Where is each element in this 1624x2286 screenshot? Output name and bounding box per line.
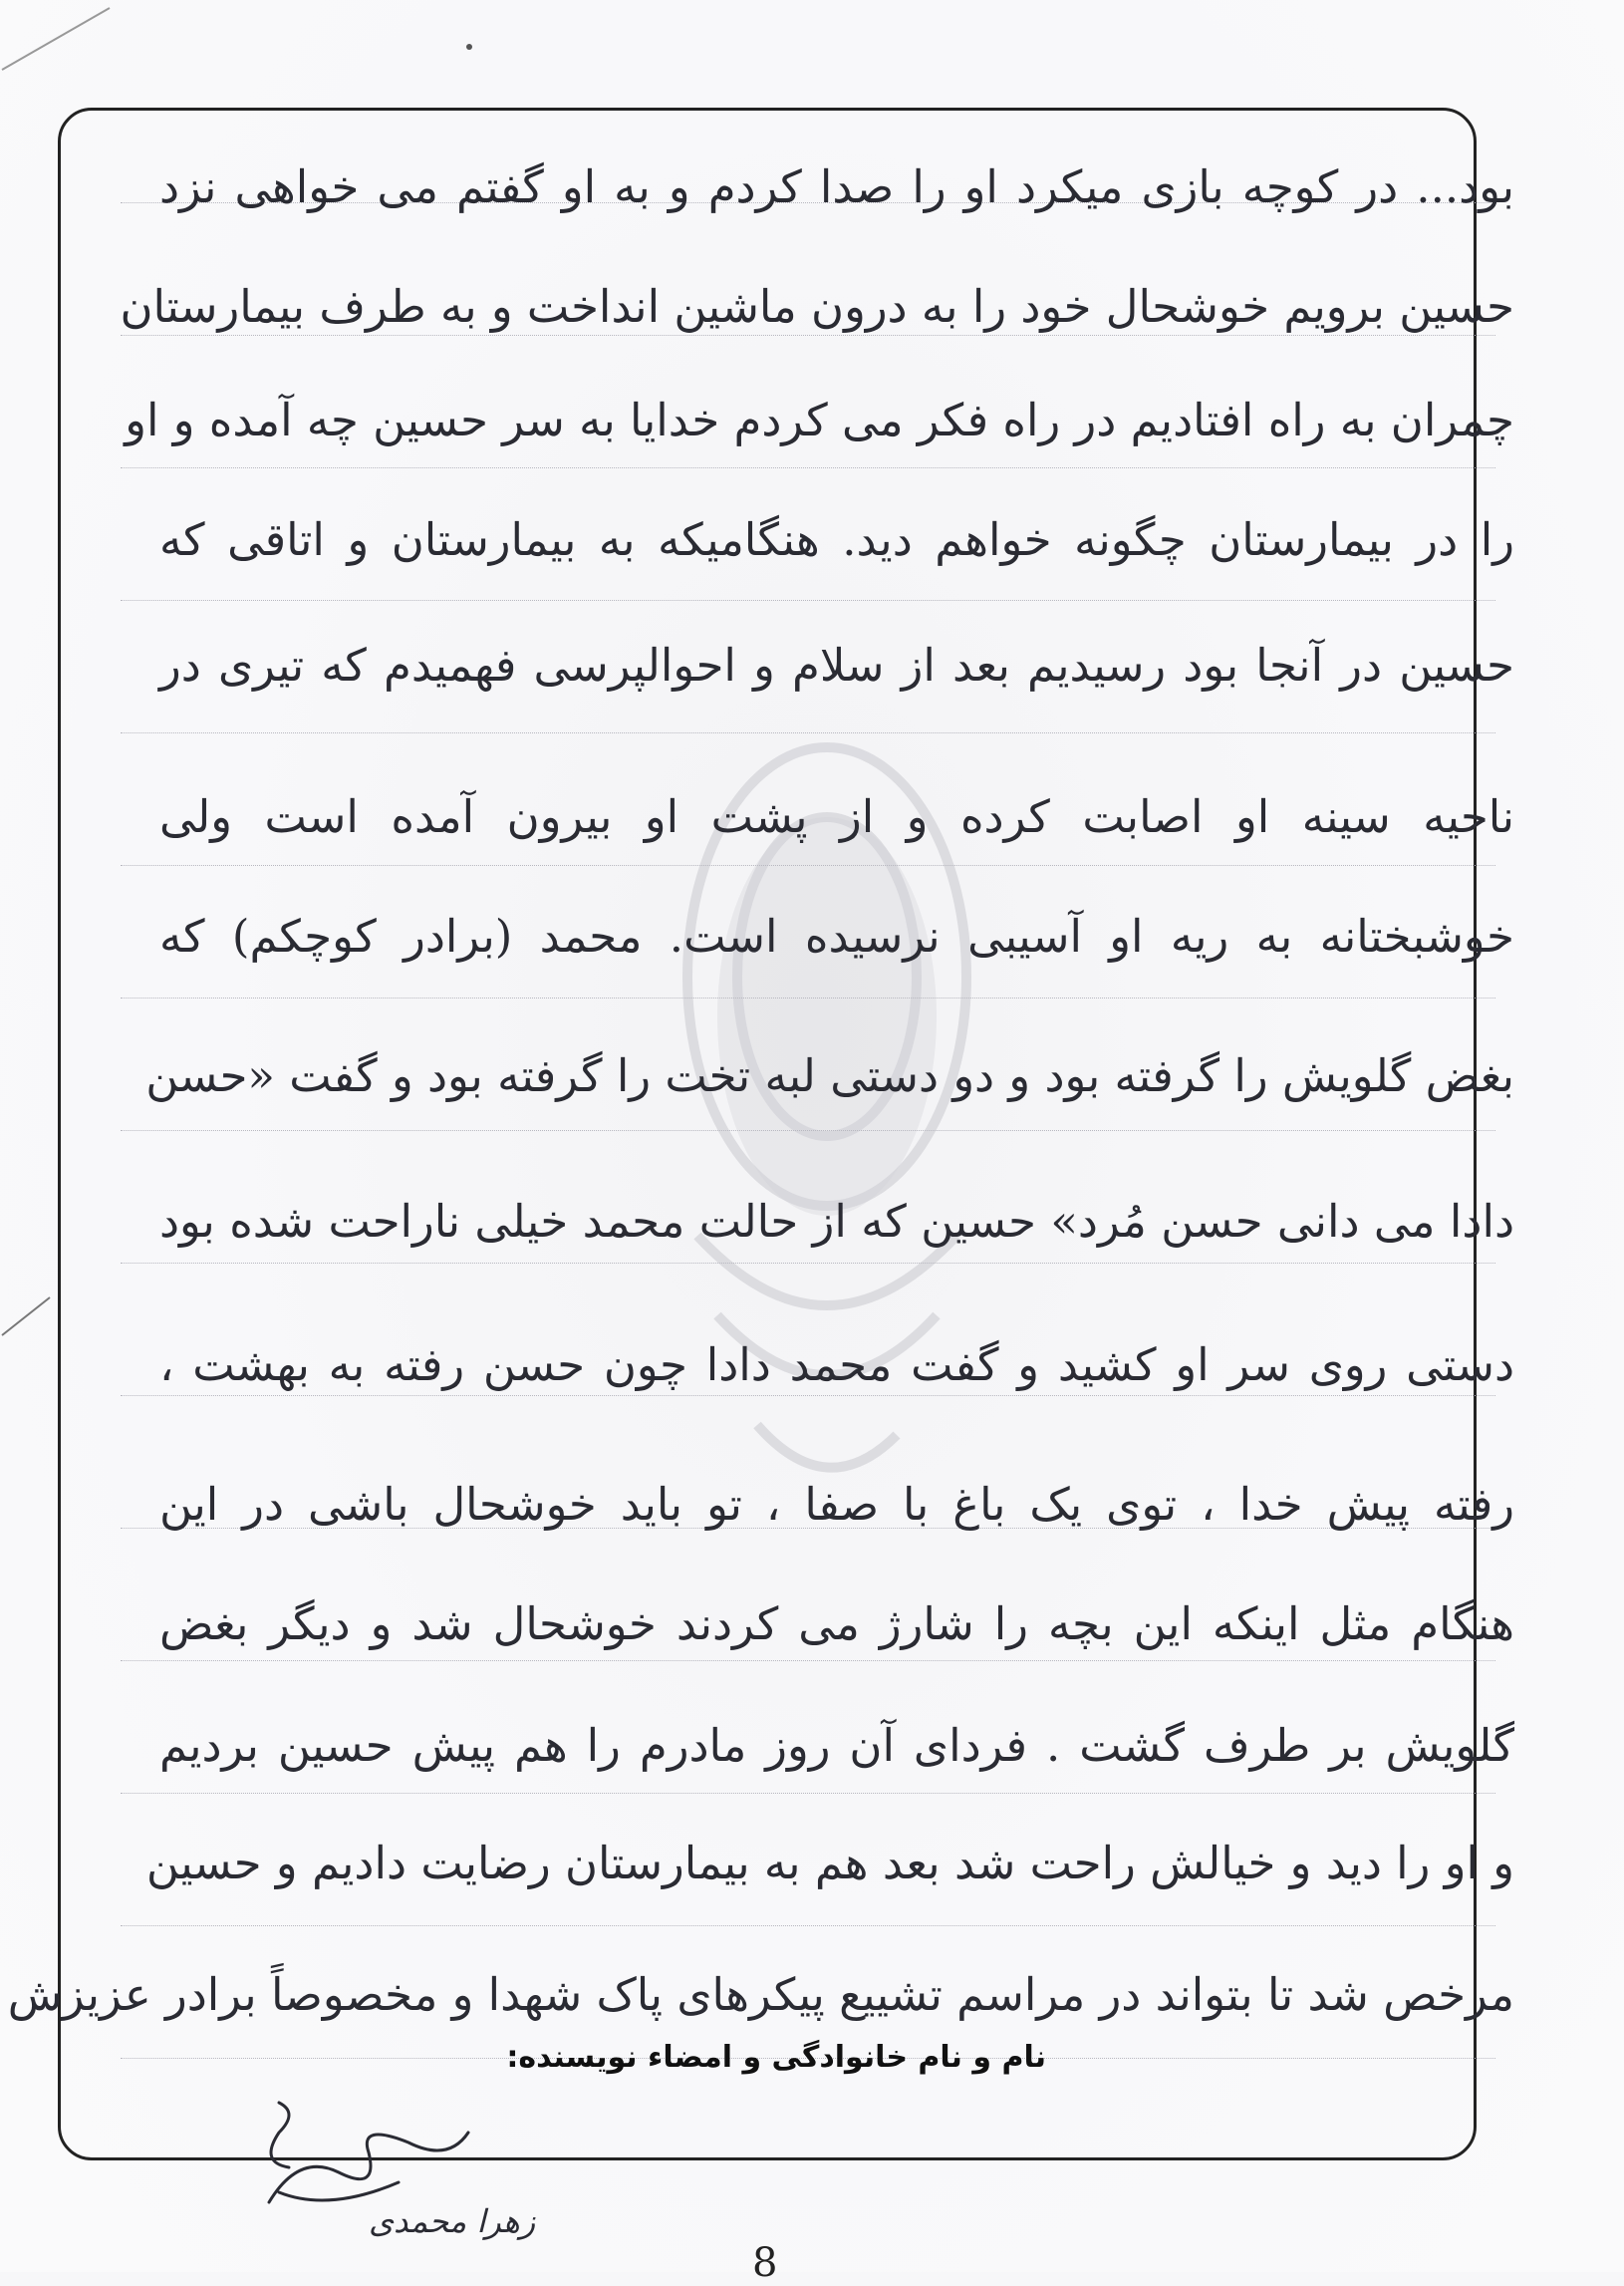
ruled-line bbox=[121, 1263, 1495, 1264]
handwritten-line: رفته پیش خدا ، توی یک باغ با صفا ، تو باید خوشحال باشی در این bbox=[159, 1478, 1514, 1531]
ruled-line bbox=[121, 1660, 1495, 1661]
ruled-line bbox=[121, 1130, 1495, 1131]
handwritten-line: و او را دید و خیالش راحت شد بعد هم به بیمارستان رضایت دادیم و حسین bbox=[145, 1837, 1514, 1889]
handwritten-line: گلویش بر طرف گشت . فردای آن روز مادرم را هم پیش حسین بردیم bbox=[159, 1719, 1514, 1772]
stray-mark-top-left bbox=[0, 0, 120, 80]
page-mark bbox=[466, 44, 472, 50]
handwritten-line: خوشبختانه به ریه او آسیبی نرسیده است. محمد (برادر کوچکم) که bbox=[159, 910, 1514, 963]
ruled-line bbox=[121, 1925, 1495, 1926]
page-number: 8 bbox=[752, 2240, 778, 2286]
handwritten-line: دادا می دانی حسن مُرد» حسین که از حالت محمد خیلی ناراحت شده بود bbox=[159, 1195, 1514, 1248]
handwritten-line: چمران به راه افتادیم در راه فکر می کردم خدایا به سر حسین چه آمده و او bbox=[125, 394, 1514, 446]
handwritten-line: بود... در کوچه بازی میکرد او را صدا کردم و به او گفتم می خواهی نزد bbox=[159, 160, 1514, 213]
stray-mark-left bbox=[0, 1286, 60, 1345]
handwritten-line: ناحیه سینه او اصابت کرده و از پشت او بیرون آمده است ولی bbox=[159, 790, 1514, 843]
ruled-line bbox=[121, 1793, 1495, 1794]
handwritten-line: دستی روی سر او کشید و گفت محمد دادا چون حسن رفته به بهشت ، bbox=[159, 1338, 1514, 1391]
handwritten-line: هنگام مثل اینکه این بچه را شارژ می کردند خوشحال شد و دیگر بغض bbox=[159, 1597, 1514, 1650]
ruled-line bbox=[121, 865, 1495, 866]
handwritten-line: مرخص شد تا بتواند در مراسم تشییع پیکرهای پاک شهدا و مخصوصاً برادر عزیزش bbox=[7, 1968, 1514, 2021]
ruled-line bbox=[121, 732, 1495, 733]
handwritten-line: بغض گلویش را گرفته بود و دو دستی لبه تخت را گرفته بود و گفت «حسن bbox=[145, 1049, 1514, 1102]
ruled-line bbox=[121, 467, 1495, 468]
ruled-line bbox=[121, 600, 1495, 601]
handwritten-line: حسین در آنجا بود رسیدیم بعد از سلام و احوالپرسی فهمیدم که تیری در bbox=[159, 639, 1514, 692]
author-signature-label: نام و نام خانوادگی و امضاء نویسنده: bbox=[506, 2040, 1046, 2075]
ruled-line bbox=[121, 1395, 1495, 1396]
author-name: زهرا محمدی bbox=[369, 2202, 536, 2240]
handwritten-line: را در بیمارستان چگونه خواهم دید. هنگامیکه به بیمارستان و اتاقی که bbox=[159, 513, 1514, 566]
ruled-line bbox=[121, 998, 1495, 999]
handwritten-line: حسین برویم خوشحال خود را به درون ماشین انداخت و به طرف بیمارستان bbox=[120, 280, 1514, 333]
